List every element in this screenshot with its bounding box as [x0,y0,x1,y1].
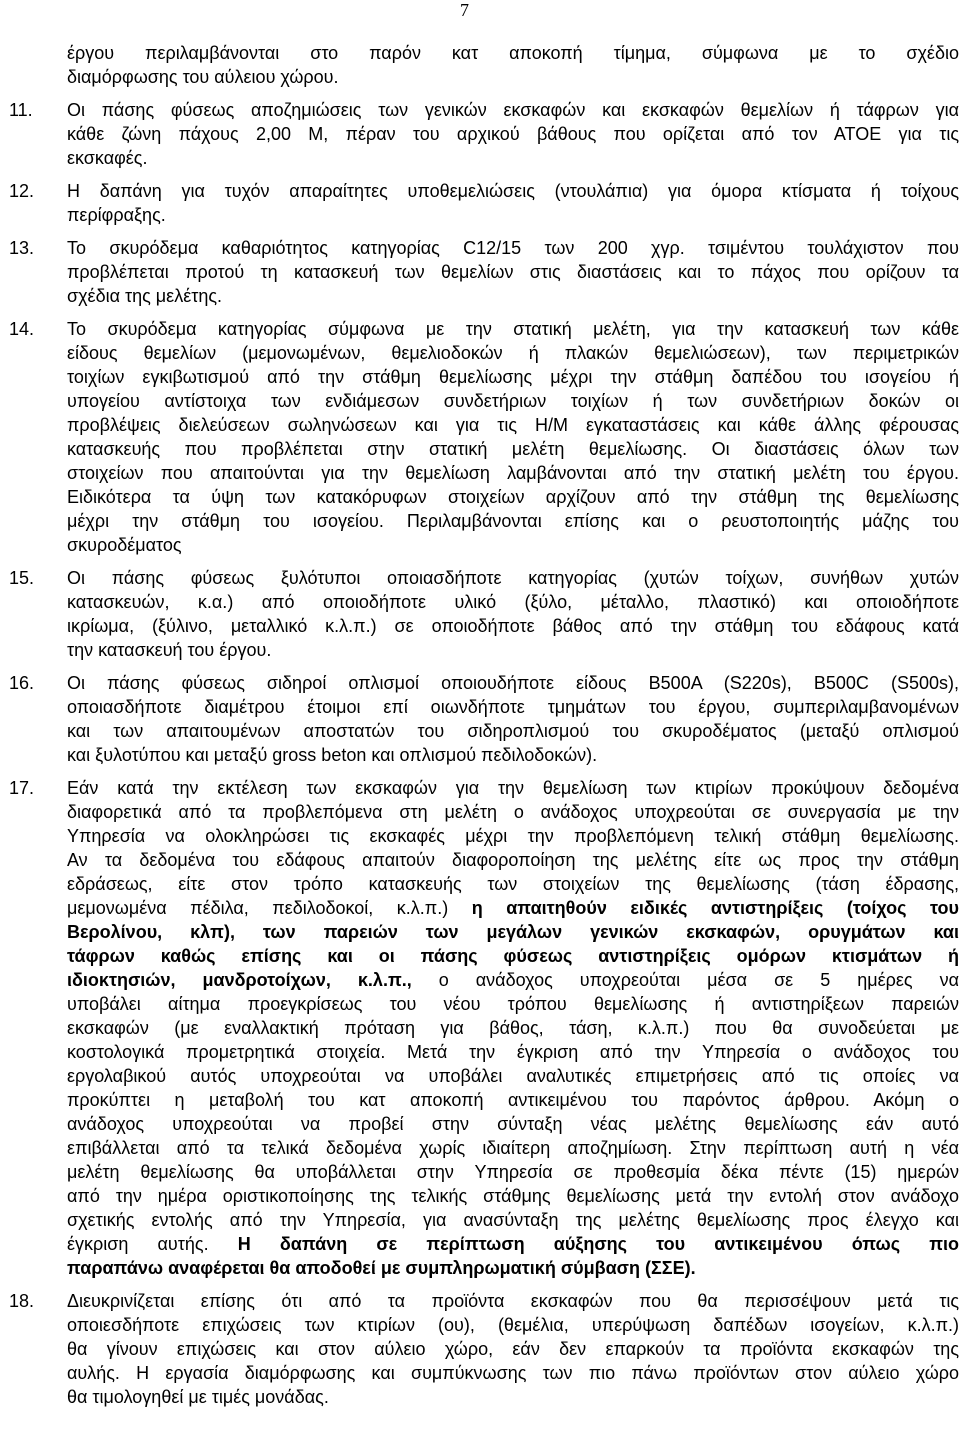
text-line: εκσκαφών (με εναλλακτική πρόταση για βάθος, τάση, κ.λ.π.) που θα συνοδεύεται με [67,1018,959,1038]
text-line: θα γίνουν επιχώσεις και στον αύλειο χώρο, εάν δεν επαρκούν τα προϊόντα εκσκαφών της [67,1339,959,1359]
text-line: Εάν κατά την εκτέλεση των εκσκαφών για την θεμελίωση των κτιρίων προκύψουν δεδομένα [67,778,959,798]
text-line: την κατασκευή του έργου. [67,640,272,660]
text-line: Ειδικότερα τα ύψη των κατακόρυφων στοιχείων αρχίζουν από την στάθμη της θεμελίωσης [67,487,959,507]
text-line: ικρίωμα, (ξύλινο, μεταλλικό κ.λ.π.) σε οποιοδήποτε βάθος από την στάθμη του εδάφους κατά [67,616,959,636]
text-line: Υπηρεσία να ολοκληρώσει τις εκσκαφές μέχρι την προβλεπόμενη τελική στάθμη θεμελίωσης. [67,826,959,846]
text-line: προκύπτει η μεταβολή του κατ αποκοπή αντικειμένου του παρόντος άρθρου. Ακόμη ο [67,1090,959,1110]
text-line: επιβάλλεται από τα τελικά δεδομένα χωρίς ιδιαίτερη αποζημίωση. Στην περίπτωση αυτή η νέα [67,1138,959,1158]
text-line: προβλέψεις διελεύσεων σωληνώσεων και για τις Η/Μ εγκαταστάσεις και κάθε άλλης φέρουσας [67,415,959,435]
text-line: περίφραξης. [67,205,166,225]
text-line: στοιχείων που απαιτούνται για την θεμελίωση λαμβάνονται από την στατική μελέτη του έργου. [67,463,959,483]
text-line: αυλής. Η εργασία διαμόρφωσης και συμπύκνωσης των πιο πάνω προϊόντων στον αύλειο χώρο [67,1363,959,1383]
list-item-16 [9,671,959,767]
list-item-13 [9,236,959,308]
text-line: σχέδια της μελέτης. [67,286,223,306]
text-line: εργολαβικού αυτός υποχρεούται να υποβάλει αναλυτικές επιμετρήσεις από τις οποίες να [67,1066,959,1086]
text-line: θα τιμολογηθεί με τιμές μονάδας. [67,1387,329,1407]
text-line: κατασκευής που προβλέπεται στην στατική μελέτη θεμελίωσης. Οι διαστάσεις όλων των [67,439,959,459]
intro-paragraph [9,41,959,89]
text-line: υπογείου αντίστοιχα των ενδιάμεσων συνδετήριων τοιχίων ή των συνδετήριων δοκών οι [67,391,959,411]
text-line: Οι πάσης φύσεως αποζημιώσεις των γενικών εκσκαφών και εκσκαφών θεμελίων ή τάφρων για [67,100,959,120]
text-line: κοστολογικά προμετρητικά στοιχεία. Μετά την έγκριση από την Υπηρεσία ο ανάδοχος του [67,1042,959,1062]
list-item-18 [9,1289,959,1409]
text-line: διαμόρφωσης του αύλειου χώρου. [67,67,339,87]
list-item-15 [9,566,959,662]
item-number: 13. [9,238,35,258]
text-line: κάθε ζώνη πάχους 2,00 Μ, πέραν του αρχικού βάθους που ορίζεται από τον ΑΤΟΕ για τις [67,124,959,144]
text-line: και ξυλοτύπου και μεταξύ gross beton και οπλισμού πεδιλοδοκών). [67,745,598,765]
text-line: εδράσεως, είτε στον τρόπο κατασκευής των στοιχείων της θεμελίωσης (τάση έδρασης, [67,874,959,894]
item-number: 17. [9,778,35,798]
item-number: 12. [9,181,35,201]
text-line: Διευκρινίζεται επίσης ότι από τα προϊόντα εκσκαφών που θα περισσέψουν μετά τις [67,1291,959,1311]
text-line: έργου περιλαμβάνονται στο παρόν κατ αποκοπή τίμημα, σύμφωνα με το σχέδιο [67,43,959,63]
text-line [67,1232,959,1256]
list-item-14 [9,317,959,557]
text-line: τάφρων καθώς επίσης και οι πάσης φύσεως αντιστηρίξεις ομόρων κτισμάτων ή [67,946,959,966]
text-line: παραπάνω αναφέρεται θα αποδοθεί με συμπληρωματική σύμβαση (ΣΣΕ). [67,1258,696,1278]
bold-run: η απαιτηθούν ειδικές αντιστηρίξεις (τοίχος του [471,898,959,918]
text-run: ο ανάδοχος υποχρεούται μέσα σε 5 ημέρες να [438,970,959,990]
page-number: 7 [460,0,469,20]
list-item-17 [9,776,959,1280]
text-line: μελέτη θεμελίωσης θα υποβάλλεται στην Υπηρεσία σε προθεσμία δέκα πέντε (15) ημερών [67,1162,959,1182]
text-line: είδους θεμελίων (μεμονωμένων, θεμελιοδοκών ή πλακών θεμελιώσεων), των περιμετρικών [67,343,959,363]
text-line: Η δαπάνη για τυχόν απαραίτητες υποθεμελιώσεις (ντουλάπια) για όμορα κτίσματα ή τοίχους [67,181,959,201]
item-number: 15. [9,568,35,588]
document-body [9,41,959,1409]
text-line: σχετικής εντολής από την Υπηρεσία, για ανασύνταξη της μελέτης θεμελίωσης προς έλεγχο και [67,1210,959,1230]
text-line: ανάδοχος υποχρεούται να προβεί στην σύνταξη νέας μελέτης θεμελίωσης εάν αυτό [67,1114,959,1134]
item-number: 14. [9,319,35,339]
text-line: και των απαιτουμένων αποστατών του σιδηροπλισμού του σκυροδέματος (μεταξύ οπλισμού [67,721,959,741]
item-number: 18. [9,1291,35,1311]
text-line: Το σκυρόδεμα κατηγορίας σύμφωνα με την στατική μελέτη, για την κατασκευή των κάθε [67,319,959,339]
bold-run: Η δαπάνη σε περίπτωση αύξησης του αντικειμένου όπως πιο [237,1234,959,1254]
text-run: μεμονωμένα πέδιλα, πεδιλοδοκοί, κ.λ.π.) [67,898,472,918]
text-line: οποιεσδήποτε επιχώσεις των κτιρίων (ου), (θεμέλια, υπερύψωση δαπέδων ισογείων, κ.λ.π.) [67,1315,959,1335]
text-line: κατασκευών, κ.α.) από οποιοδήποτε υλικό (ξύλο, μέταλλο, πλαστικό) και οποιοδήποτε [67,592,959,612]
list-item-12 [9,179,959,227]
item-number: 11. [9,100,33,120]
text-line: προβλέπεται προτού τη κατασκευή των θεμελίων στις διαστάσεις και το πάχος που ορίζουν τα [67,262,959,282]
text-line: Βερολίνου, κλπ), των παρειών των μεγάλων γενικών εκσκαφών, ορυγμάτων και [67,922,959,942]
text-line: σκυροδέματος [67,535,182,555]
text-line: Οι πάσης φύσεως σιδηροί οπλισμοί οποιουδήποτε είδους B500A (S220s), B500C (S500s), [67,673,959,693]
text-line: υποβάλει αίτημα προεγκρίσεως του νέου τρόπου θεμελίωσης ή αντιστηρίξεων παρειών [67,994,959,1014]
text-run: έγκριση αυτής. [67,1234,238,1254]
text-line [67,968,959,992]
text-line: οποιασδήποτε διαμέτρου έτοιμοι επί οιωνδήποτε τμημάτων του έργου, συμπεριλαμβανομένων [67,697,959,717]
text-line: Αν τα δεδομένα του εδάφους απαιτούν διαφοροποίηση της μελέτης είτε ως προς την στάθμη [67,850,959,870]
text-line [67,896,959,920]
text-line: διαφορετικά από τα προβλεπόμενα στη μελέτη ο ανάδοχος υποχρεούται σε συνεργασία με την [67,802,959,822]
text-line: Οι πάσης φύσεως ξυλότυποι οποιασδήποτε κατηγορίας (χυτών τοίχων, συνήθων χυτών [67,568,959,588]
text-line: εκσκαφές. [67,148,148,168]
list-item-11 [9,98,959,170]
text-line: από την ημέρα οριστικοποίησης της τελικής στάθμης θεμελίωσης μετά την εντολή στον ανάδοχο [67,1186,959,1206]
item-number: 16. [9,673,35,693]
text-line: μέχρι την στάθμη του ισογείου. Περιλαμβάνονται επίσης και ο ρευστοποιητής μάζης του [67,511,959,531]
bold-run: ιδιοκτησιών, μανδροτοίχων, κ.λ.π., [67,970,439,990]
text-line: τοιχίων εγκιβωτισμού από την στάθμη θεμελίωσης μέχρι την στάθμη δαπέδου του ισογείου ή [67,367,959,387]
text-line: Το σκυρόδεμα καθαριότητος κατηγορίας C12/15 των 200 χγρ. τσιμέντου τουλάχιστον που [67,238,959,258]
